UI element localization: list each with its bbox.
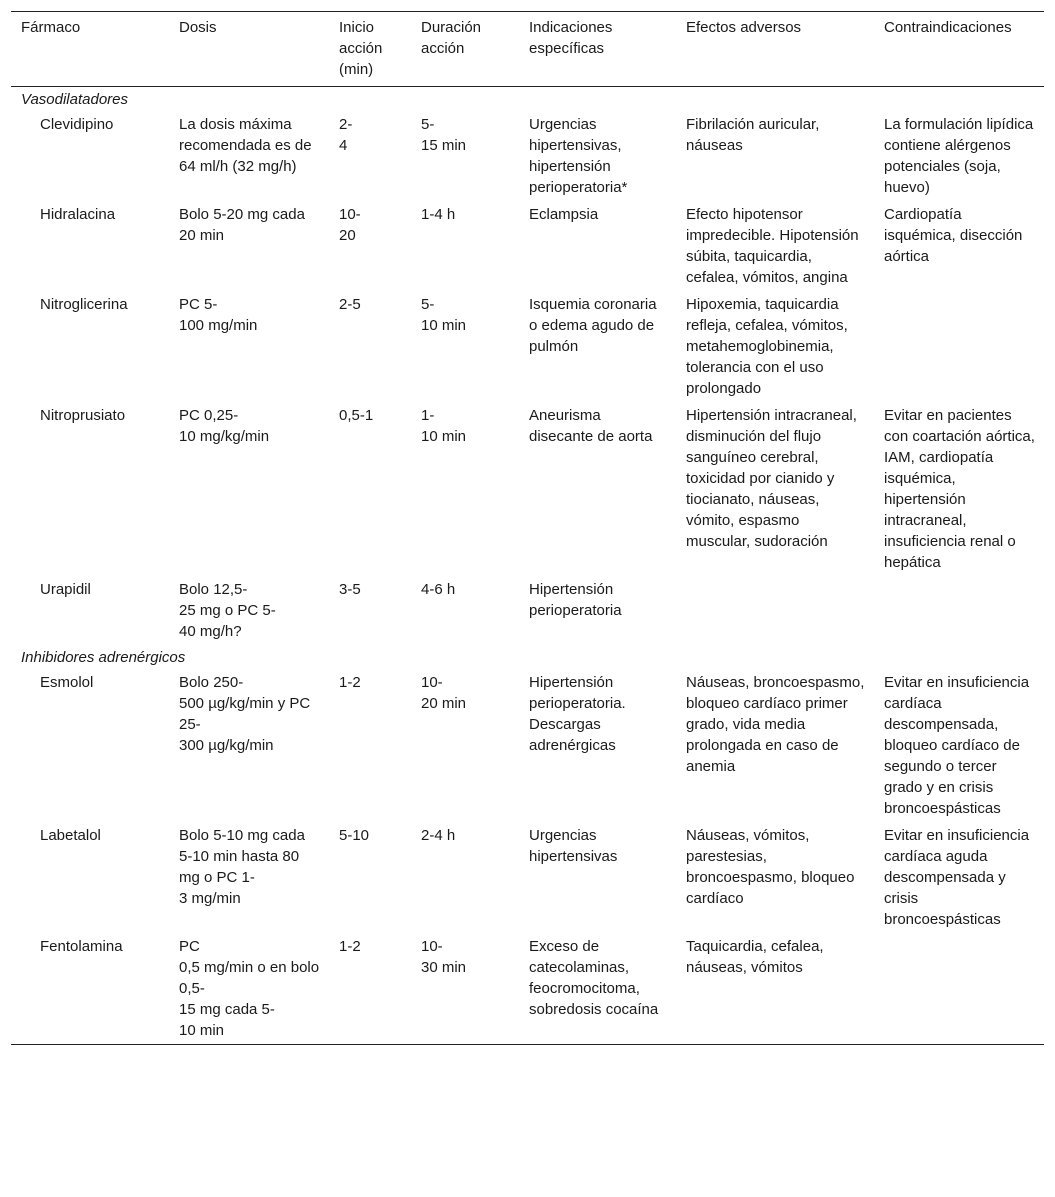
header-dosis: Dosis [179, 19, 217, 36]
cell-adverse-effects: Hipoxemia, taquicardia refleja, cefalea, vómitos, metahemoglobinemia, tolerancia con el uso prolongado [686, 296, 848, 397]
cell-onset: 2-5 [339, 296, 361, 313]
cell-contraindications: Evitar en insuficiencia cardíaca aguda descompensada y crisis broncoespásticas [884, 827, 1030, 928]
header-inicio: Inicio acción (min) [339, 19, 383, 78]
table-row [11, 201, 1044, 291]
cell-contraindications [874, 576, 1044, 645]
drug-table-container [11, 11, 1044, 1045]
cell-dose: Bolo 5-10 mg cada 5-10 min hasta 80 mg o PC 1- 3 mg/min [179, 827, 305, 907]
cell-drug-name: Hidralacina [40, 206, 116, 223]
cell-dose: PC 0,25- 10 mg/kg/min [179, 407, 270, 445]
cell-indications: Isquemia coronaria o edema agudo de pulmón [529, 296, 657, 355]
table-row [11, 576, 1044, 645]
cell-dose: La dosis máxima recomendada es de 64 ml/h (32 mg/h) [179, 116, 312, 175]
header-contraindicaciones: Contraindicaciones [884, 19, 1012, 36]
cell-indications: Hipertensión perioperatoria. Descargas adrenérgicas [529, 674, 626, 754]
cell-indications: Urgencias hipertensivas [529, 827, 618, 865]
cell-drug-name: Clevidipino [40, 116, 114, 133]
table-row [11, 933, 1044, 1045]
cell-indications: Aneurisma disecante de aorta [529, 407, 653, 445]
cell-adverse-effects: Náuseas, broncoespasmo, bloqueo cardíaco primer grado, vida media prolongada en caso de anemia [686, 674, 865, 775]
cell-duration: 4-6 h [421, 581, 456, 598]
cell-adverse-effects: Hipertensión intracraneal, disminución del flujo sanguíneo cerebral, toxicidad por cianido y tiocianato, náuseas, vómito, espasmo muscular, sudoración [686, 407, 857, 550]
cell-drug-name: Esmolol [40, 674, 94, 691]
cell-adverse-effects: Taquicardia, cefalea, náuseas, vómitos [686, 938, 824, 976]
section-row [11, 87, 1044, 112]
section-title: Inhibidores adrenérgicos [21, 649, 186, 666]
cell-drug-name: Fentolamina [40, 938, 123, 955]
section-row [11, 645, 1044, 669]
cell-dose: Bolo 5-20 mg cada 20 min [179, 206, 305, 244]
cell-adverse-effects: Efecto hipotensor impredecible. Hipotensión súbita, taquicardia, cefalea, vómitos, angina [686, 206, 859, 286]
cell-indications: Hipertensión perioperatoria [529, 581, 622, 619]
cell-drug-name: Urapidil [40, 581, 91, 598]
cell-onset: 2- 4 [339, 116, 353, 154]
table-header [11, 12, 1044, 87]
cell-onset: 3-5 [339, 581, 361, 598]
cell-onset: 1-2 [339, 938, 361, 955]
cell-duration: 10- 20 min [421, 674, 467, 712]
cell-adverse-effects: Fibrilación auricular, náuseas [686, 116, 820, 154]
cell-contraindications [874, 933, 1044, 1045]
header-duracion: Duración acción [421, 19, 482, 57]
table-row [11, 402, 1044, 576]
cell-duration: 5- 15 min [421, 116, 467, 154]
cell-onset: 1-2 [339, 674, 361, 691]
cell-duration: 10- 30 min [421, 938, 467, 976]
drug-table [11, 11, 1044, 1045]
cell-onset: 10- 20 [339, 206, 361, 244]
cell-duration: 5- 10 min [421, 296, 467, 334]
cell-indications: Eclampsia [529, 206, 599, 223]
cell-onset: 5-10 [339, 827, 370, 844]
table-row [11, 822, 1044, 933]
cell-indications: Urgencias hipertensivas, hipertensión perioperatoria* [529, 116, 628, 196]
table-row [11, 669, 1044, 822]
section-title: Vasodilatadores [21, 91, 129, 108]
cell-dose: PC 5- 100 mg/min [179, 296, 258, 334]
header-row [11, 12, 1044, 87]
table-body [11, 87, 1044, 1045]
cell-drug-name: Nitroprusiato [40, 407, 126, 424]
cell-indications: Exceso de catecolaminas, feocromocitoma, sobredosis cocaína [529, 938, 659, 1018]
cell-duration: 1-4 h [421, 206, 456, 223]
cell-dose: Bolo 12,5- 25 mg o PC 5- 40 mg/h? [179, 581, 276, 640]
cell-contraindications [874, 291, 1044, 402]
table-row [11, 291, 1044, 402]
header-indicaciones: Indicaciones específicas [529, 19, 613, 57]
cell-dose: Bolo 250- 500 µg/kg/min y PC 25- 300 µg/kg/min [179, 674, 311, 754]
cell-duration: 2-4 h [421, 827, 456, 844]
cell-contraindications: La formulación lipídica contiene alérgenos potenciales (soja, huevo) [884, 116, 1034, 196]
cell-adverse-effects: Náuseas, vómitos, parestesias, broncoespasmo, bloqueo cardíaco [686, 827, 855, 907]
cell-drug-name: Nitroglicerina [40, 296, 128, 313]
cell-dose: PC 0,5 mg/min o en bolo 0,5- 15 mg cada 5- 10 min [179, 938, 320, 1039]
cell-onset: 0,5-1 [339, 407, 374, 424]
cell-drug-name: Labetalol [40, 827, 101, 844]
cell-contraindications: Cardiopatía isquémica, disección aórtica [884, 206, 1023, 265]
cell-duration: 1- 10 min [421, 407, 467, 445]
header-farmaco: Fármaco [21, 19, 81, 36]
cell-contraindications: Evitar en insuficiencia cardíaca descompensada, bloqueo cardíaco de segundo o tercer grado y en crisis broncoespásticas [884, 674, 1030, 817]
table-row [11, 111, 1044, 201]
header-efectos: Efectos adversos [686, 19, 802, 36]
cell-adverse-effects [676, 576, 874, 645]
cell-contraindications: Evitar en pacientes con coartación aórtica, IAM, cardiopatía isquémica, hipertensión intracraneal, insuficiencia renal o hepática [884, 407, 1035, 571]
